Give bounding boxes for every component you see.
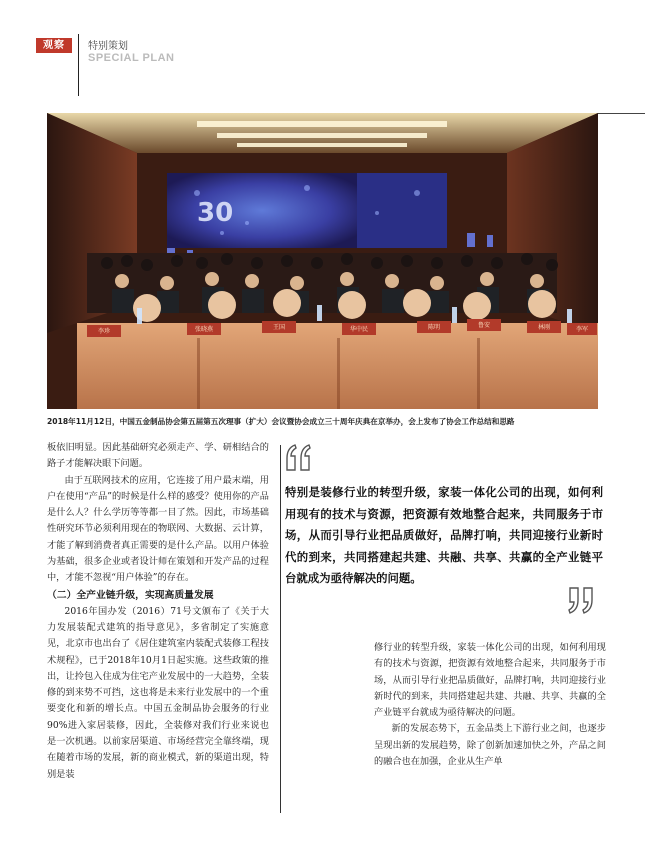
pull-quote: 特别是装修行业的转型升级，家装一体化公司的出现，如何利用现有的技术与资源，把资源有效地整合起来，共同服务于市场，从而引导行业把品质做好，品牌打响，共同迎接行业新时代的到来，共同搭建起共建、共融、共享、共赢的全产业链平台就成为亟待解决的问题。 bbox=[285, 485, 603, 585]
section-heading: （二）全产业链升级，实现高质量发展 bbox=[47, 589, 214, 601]
page-header bbox=[0, 0, 645, 110]
open-quote-icon bbox=[284, 442, 314, 472]
nameplate-1: 李珍 bbox=[97, 328, 111, 335]
left-paragraph-2: 由于互联网技术的应用，它连接了用户最末端，用户在使用“产品”的时候是什么样的感受？使用你的产品是什么人？什么学历等等都一目了然。因此，市场基础性研究环节必须利用现在的物联网、大数据、云计算，才能了解到消费者真正需要的是什么产品。以用户体验为基础，很多企业或者设计师在策划和开发产品的过程中，才能不忽视“用户体验”的存在。 bbox=[47, 474, 269, 584]
section-title-en: SPECIAL PLAN bbox=[88, 52, 175, 64]
nameplate-5: 陈明 bbox=[427, 324, 441, 331]
right-paragraph-1: 修行业的转型升级，家装一体化公司的出现，如何利用现有的技术与资源，把资源有效地整合起来，共同服务于市场，从而引导行业把品质做好，品牌打响，共同迎接行业新时代的到来，共同搭建起共建、共融、共享、共赢的全产业链平台就成为亟待解决的问题。 bbox=[374, 642, 606, 719]
section-title-cn: 特别策划 bbox=[88, 41, 128, 52]
nameplate-7: 林刚 bbox=[537, 324, 551, 331]
right-paragraph-2: 新的发展态势下，五金品类上下游行业之间，也逐步呈现出新的发展趋势，除了创新加速加快之外，产品之间的融合也在加强，企业从生产单 bbox=[374, 723, 606, 768]
nameplate-8: 李军 bbox=[575, 326, 589, 333]
left-column bbox=[47, 440, 269, 783]
close-quote-icon bbox=[565, 586, 595, 616]
header-divider bbox=[78, 34, 79, 96]
event-photo bbox=[47, 113, 598, 409]
column-divider bbox=[280, 445, 281, 813]
left-paragraph-3: 2016年国办发（2016）71号文颁布了《关于大力发展装配式建筑的指导意见》，多省制定了实施意见，北京市也出台了《居住建筑室内装配式装修工程技术规程》，已于2018年10月1日起实施。这些政策的推出，让拎包入住成为住宅产业发展中的一大趋势，全装修的到来势不可挡，这也将是未来行业发展中的一个重要变化和新的增长点。中国五金制品协会服务的行业90%进入家居装修，因此，全装修对我们行业来说也是一次机遇。以前家居渠道、市场经营完全靠终端，现在随着市场的发展，新的商业模式，新的渠道出现，特别是装 bbox=[47, 605, 269, 780]
left-paragraph-1: 板依旧明显。因此基础研究必须走产、学、研相结合的路子才能解决眼下问题。 bbox=[47, 442, 269, 470]
screen-logo: 30 bbox=[197, 198, 234, 228]
nameplate-2: 张晓燕 bbox=[194, 326, 214, 333]
photo-caption: 2018年11月12日，中国五金制品协会第五届第五次理事（扩大）会议暨协会成立三十周年庆典在京举办，会上发布了协会工作总结和思路 bbox=[47, 417, 515, 426]
nameplate-4: 华中民 bbox=[349, 326, 369, 333]
nameplate-3: 王国 bbox=[272, 324, 286, 331]
right-column bbox=[374, 640, 606, 770]
nameplate-6: 鲁安 bbox=[477, 322, 491, 329]
column-tag: 观察 bbox=[36, 38, 72, 53]
header-rule bbox=[598, 113, 645, 114]
